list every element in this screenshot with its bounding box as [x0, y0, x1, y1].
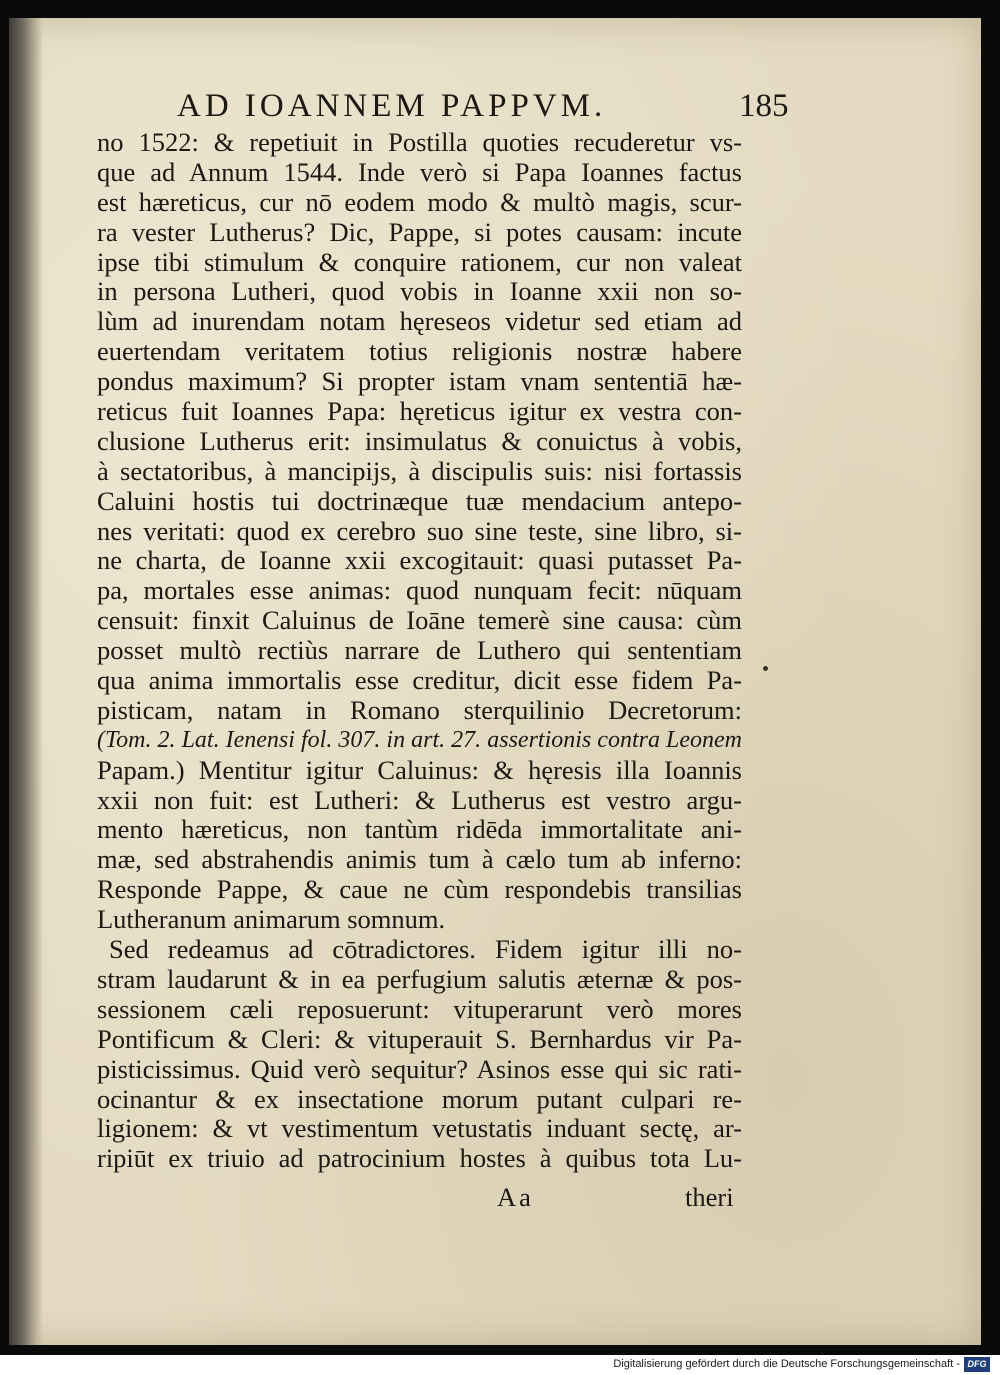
- text-line: xxii non fuit: est Lutheri: & Lutherus est vestro argu-: [97, 784, 742, 815]
- text-line: euertendam veritatem totius religionis nostræ habere: [97, 336, 742, 367]
- text-line: ripiūt ex triuio ad patrocinium hostes à quibus tota Lu-: [97, 1143, 742, 1174]
- page-gutter-shadow: [9, 18, 43, 1345]
- text-line: ligionem: & vt vestimentum vetustatis induant sectę, ar-: [97, 1113, 742, 1144]
- page-number: 185: [739, 88, 789, 124]
- text-line: in persona Lutheri, quod vobis in Ioanne xxii non so-: [97, 276, 742, 307]
- text-line: Papam.) Mentitur igitur Caluinus: & hęresis illa Ioannis: [97, 754, 742, 785]
- signature-mark: Aa: [497, 1182, 534, 1212]
- book-page: [9, 18, 981, 1345]
- text-line: mæ, sed abstrahendis animis tum à cælo tum ab inferno:: [97, 844, 742, 875]
- dfg-logo-icon: DFG: [964, 1357, 990, 1372]
- running-head: AD IOANNEM PAPPVM.: [177, 88, 607, 124]
- text-line: ra vester Lutherus? Dic, Pappe, si potes causam: incute: [97, 216, 742, 247]
- text-line: mento hæreticus, non tantùm ridēda immortalitate ani-: [97, 814, 742, 845]
- text-line: Sed redeamus ad cōtradictores. Fidem igitur illi no-: [109, 934, 742, 965]
- text-line: no 1522: & repetiuit in Postilla quoties recuderetur vs-: [97, 127, 742, 157]
- text-line: ocinantur & ex insectatione morum putant culpari re-: [97, 1083, 742, 1114]
- text-line: posset multò rectiùs narrare de Luthero qui sententiam: [97, 635, 742, 666]
- text-line: clusione Lutherus erit: insimulatus & conuictus à vobis,: [97, 425, 742, 456]
- text-line: stram laudarunt & in ea perfugium salutis æternæ & pos-: [97, 963, 742, 994]
- text-line: reticus fuit Ioannes Papa: hęreticus igitur ex vestra con-: [97, 396, 742, 427]
- catchword: theri: [685, 1182, 734, 1212]
- margin-ink-speck: [763, 666, 768, 671]
- text-line: pondus maximum? Si propter istam vnam sententiā hæ-: [97, 366, 742, 397]
- text-line: censuit: finxit Caluinus de Ioāne temerè sine causa: cùm: [97, 605, 742, 636]
- page-header: [9, 88, 981, 132]
- text-line: Lutheranum animarum somnum.: [97, 904, 446, 935]
- text-line: nes veritati: quod ex cerebro suo sine teste, sine libro, si-: [97, 515, 742, 546]
- text-line: que ad Annum 1544. Inde verò si Papa Ioannes factus: [97, 156, 742, 187]
- text-line: ipse tibi stimulum & conquire rationem, cur non valeat: [97, 246, 742, 277]
- text-line: Caluini hostis tui doctrinæque tuæ mendacium antepo-: [97, 485, 742, 516]
- text-line: pisticissimus. Quid verò sequitur? Asinos esse qui sic rati-: [97, 1053, 742, 1084]
- text-line: Responde Pappe, & caue ne cùm respondebis transilias: [97, 874, 742, 905]
- text-line: (Tom. 2. Lat. Ienensi fol. 307. in art. 27. assertionis contra Leonem: [97, 726, 742, 753]
- body-text: [97, 128, 742, 1174]
- text-line: qua anima immortalis esse creditur, dicit esse fidem Pa-: [97, 665, 742, 696]
- text-line: ne charta, de Ioanne xxii excogitauit: quasi putasset Pa-: [97, 545, 742, 576]
- page-foot: [9, 1182, 981, 1216]
- text-line: Pontificum & Cleri: & vituperauit S. Bernhardus vir Pa-: [97, 1023, 742, 1054]
- text-line: lùm ad inurendam notam hęreseos videtur sed etiam ad: [97, 306, 742, 337]
- funding-credit: Digitalisierung gefördert durch die Deutsche Forschungsgemeinschaft -: [613, 1358, 960, 1370]
- digitization-footer: [0, 1355, 1000, 1375]
- text-line: sessionem cæli reposuerunt: vituperarunt verò mores: [97, 993, 742, 1024]
- text-line: est hæreticus, cur nō eodem modo & multò magis, scur-: [97, 186, 742, 217]
- text-line: à sectatoribus, à mancipijs, à discipulis suis: nisi fortassis: [97, 455, 742, 486]
- text-line: pa, mortales esse animas: quod nunquam fecit: nūquam: [97, 575, 742, 606]
- text-line: pisticam, natam in Romano sterquilinio Decretorum:: [97, 694, 742, 725]
